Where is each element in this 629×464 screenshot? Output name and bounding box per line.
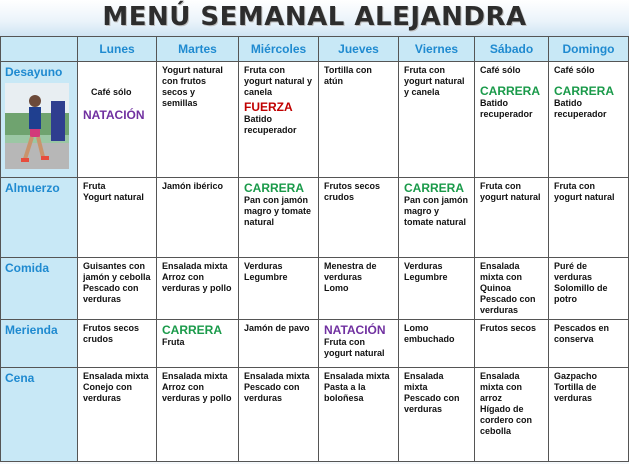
- cell-almuerzo-miercoles: [239, 178, 319, 258]
- food-item: Ensalada mixta: [324, 371, 390, 381]
- food-item: Guisantes con jamón y cebolla: [83, 261, 151, 282]
- cell-cena-sabado: [475, 368, 549, 462]
- cell-cena-jueves: [319, 368, 399, 462]
- food-item: Solomillo de potro: [554, 283, 608, 304]
- day-header-jueves: Jueves: [319, 37, 399, 62]
- day-header-sabado: Sábado: [475, 37, 549, 62]
- meal-label-text: Desayuno: [5, 65, 63, 79]
- food-item: Puré de verduras: [554, 261, 593, 282]
- food-item: Batido recuperador: [554, 98, 607, 119]
- cell-cena-martes: [157, 368, 239, 462]
- food-item: Frutos secos: [480, 323, 537, 333]
- food-item: Pan con jamón magro y tomate natural: [244, 195, 312, 227]
- food-item: Lomo embuchado: [404, 323, 455, 344]
- food-item: Pasta a la boloñesa: [324, 382, 366, 403]
- food-item: Ensalada mixta con Quinoa: [480, 261, 523, 293]
- cell-merienda-domingo: [549, 320, 629, 368]
- cell-desayuno-jueves: [319, 62, 399, 178]
- cell-cena-viernes: [399, 368, 475, 462]
- food-item: Yogurt natural con frutos secos y semillas: [162, 65, 223, 108]
- food-item: Frutos secos crudos: [83, 323, 140, 344]
- cell-almuerzo-jueves: [319, 178, 399, 258]
- food-item: Café sólo: [554, 65, 595, 75]
- food-item: Fruta con yogurt natural: [324, 337, 385, 358]
- row-comida: [1, 258, 629, 320]
- food-item: Ensalada mixta con arroz: [480, 371, 523, 403]
- activity-badge: CARRERA: [162, 323, 222, 337]
- food-item: Menestra de verduras: [324, 261, 377, 282]
- meal-label-almuerzo: Almuerzo: [1, 178, 78, 258]
- cell-almuerzo-domingo: [549, 178, 629, 258]
- cell-comida-sabado: [475, 258, 549, 320]
- day-header-miercoles: Miércoles: [239, 37, 319, 62]
- activity-badge: CARRERA: [480, 84, 540, 98]
- food-item: Batido recuperador: [244, 114, 297, 135]
- food-item: Lomo: [324, 283, 349, 293]
- food-item: Hígado de cordero con cebolla: [480, 404, 533, 436]
- food-item: Ensalada mixta: [244, 371, 310, 381]
- food-item: Legumbre: [244, 272, 288, 282]
- meal-label-desayuno: [1, 62, 78, 178]
- day-header-lunes: Lunes: [78, 37, 157, 62]
- runner-photo: [5, 83, 69, 169]
- cell-desayuno-sabado: [475, 62, 549, 178]
- row-cena: [1, 368, 629, 462]
- cell-comida-martes: [157, 258, 239, 320]
- food-item: Yogurt natural: [83, 192, 144, 202]
- food-item: Pescado con verduras: [244, 382, 300, 403]
- weekly-menu-table: [0, 36, 629, 462]
- activity-badge: FUERZA: [244, 100, 293, 114]
- food-item: Pescado con verduras: [404, 393, 460, 414]
- day-header-row: [1, 37, 629, 62]
- food-item: Ensalada mixta: [83, 371, 149, 381]
- cell-cena-lunes: [78, 368, 157, 462]
- food-item: Pescado con verduras: [83, 283, 139, 304]
- activity-badge: NATACIÓN: [324, 323, 386, 337]
- cell-almuerzo-lunes: [78, 178, 157, 258]
- food-item: Pescados en conserva: [554, 323, 610, 344]
- food-item: Verduras: [244, 261, 283, 271]
- food-item: Fruta con yogurt natural y canela: [244, 65, 313, 97]
- food-item: Arroz con verduras y pollo: [162, 272, 232, 293]
- food-item: Verduras: [404, 261, 443, 271]
- food-item: Tortilla de verduras: [554, 382, 597, 403]
- food-item: Tortilla con atún: [324, 65, 372, 86]
- activity-badge: CARRERA: [554, 84, 614, 98]
- cell-comida-lunes: [78, 258, 157, 320]
- food-item: Batido recuperador: [480, 98, 533, 119]
- row-desayuno: [1, 62, 629, 178]
- cell-comida-viernes: [399, 258, 475, 320]
- page-title: MENÚ SEMANAL ALEJANDRA: [102, 2, 527, 32]
- cell-merienda-lunes: [78, 320, 157, 368]
- cell-desayuno-lunes: [78, 62, 157, 178]
- row-merienda: [1, 320, 629, 368]
- food-item: Jamón ibérico: [162, 181, 224, 191]
- food-item: Fruta: [83, 181, 106, 191]
- activity-badge: CARRERA: [404, 181, 464, 195]
- meal-label-comida: Comida: [1, 258, 78, 320]
- cell-desayuno-domingo: [549, 62, 629, 178]
- cell-merienda-jueves: [319, 320, 399, 368]
- meal-label-cena: Cena: [1, 368, 78, 462]
- day-header-martes: Martes: [157, 37, 239, 62]
- cell-comida-miercoles: [239, 258, 319, 320]
- food-item: Ensalada mixta: [404, 371, 444, 392]
- cell-merienda-sabado: [475, 320, 549, 368]
- day-header-domingo: Domingo: [549, 37, 629, 62]
- food-item: Pescado con verduras: [480, 294, 536, 315]
- food-item: Café sólo: [91, 87, 132, 97]
- cell-cena-domingo: [549, 368, 629, 462]
- activity-badge: NATACIÓN: [83, 108, 145, 122]
- food-item: Jamón de pavo: [244, 323, 310, 333]
- food-item: Gazpacho: [554, 371, 598, 381]
- food-item: Conejo con verduras: [83, 382, 132, 403]
- cell-almuerzo-viernes: [399, 178, 475, 258]
- food-item: Ensalada mixta: [162, 371, 228, 381]
- food-item: Pan con jamón magro y tomate natural: [404, 195, 469, 227]
- food-item: Fruta con yogurt natural y canela: [404, 65, 465, 97]
- cell-cena-miercoles: [239, 368, 319, 462]
- food-item: Ensalada mixta: [162, 261, 228, 271]
- food-item: Fruta con yogurt natural: [554, 181, 615, 202]
- cell-desayuno-miercoles: [239, 62, 319, 178]
- cell-desayuno-viernes: [399, 62, 475, 178]
- food-item: Café sólo: [480, 65, 521, 75]
- cell-comida-jueves: [319, 258, 399, 320]
- food-item: Fruta con yogurt natural: [480, 181, 541, 202]
- cell-comida-domingo: [549, 258, 629, 320]
- food-item: Arroz con verduras y pollo: [162, 382, 232, 403]
- activity-badge: CARRERA: [244, 181, 304, 195]
- cell-almuerzo-martes: [157, 178, 239, 258]
- cell-merienda-miercoles: [239, 320, 319, 368]
- cell-almuerzo-sabado: [475, 178, 549, 258]
- cell-desayuno-martes: [157, 62, 239, 178]
- corner-cell: [1, 37, 78, 62]
- meal-label-merienda: Merienda: [1, 320, 78, 368]
- row-almuerzo: [1, 178, 629, 258]
- food-item: Legumbre: [404, 272, 448, 282]
- cell-merienda-martes: [157, 320, 239, 368]
- cell-merienda-viernes: [399, 320, 475, 368]
- day-header-viernes: Viernes: [399, 37, 475, 62]
- food-item: Frutos secos crudos: [324, 181, 381, 202]
- food-item: Fruta: [162, 337, 185, 347]
